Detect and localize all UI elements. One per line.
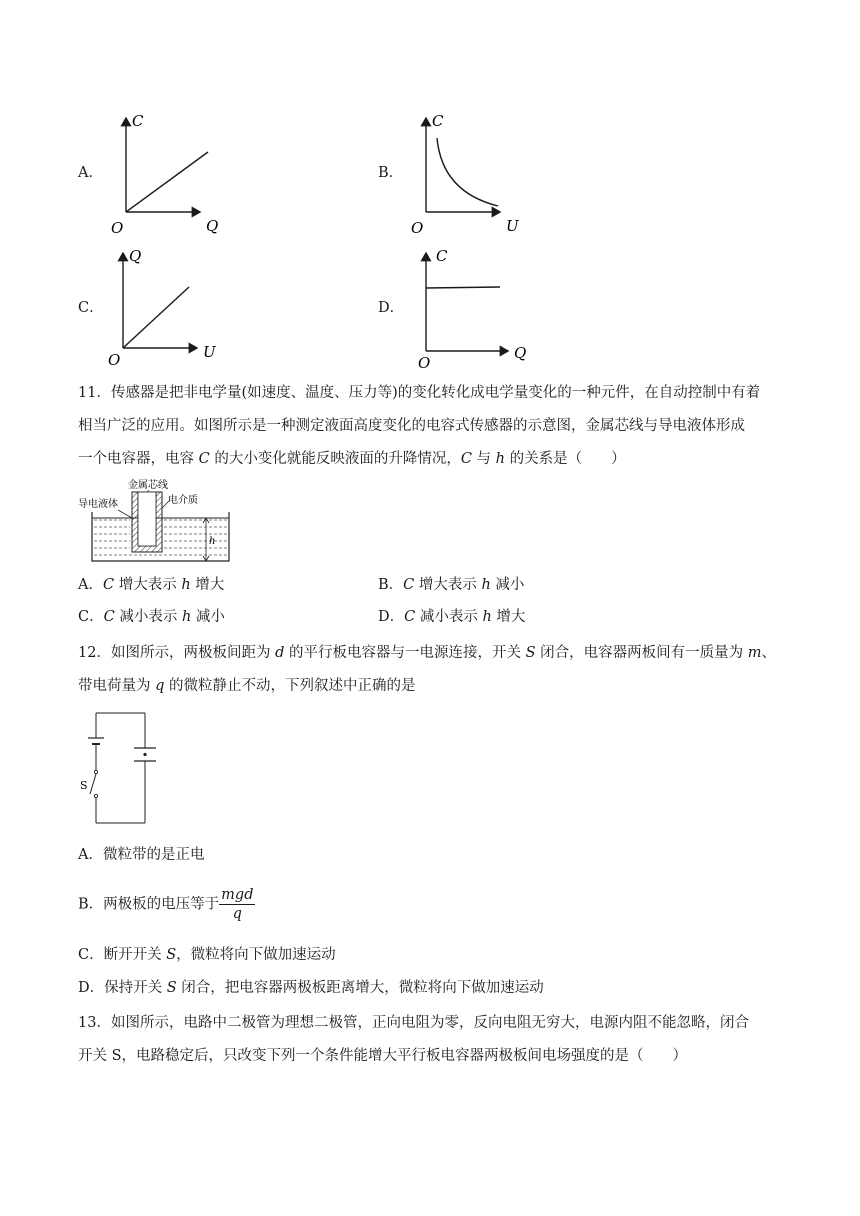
label-h: h <box>209 536 216 547</box>
q13-line-1: 13．如图所示，电路中二极管为理想二极管，正向电阻为零，反向电阻无穷大，电源内阻不能忽略，闭合 <box>78 1015 749 1031</box>
q11-option-d: D．C 减小表示 h 增大 <box>378 609 526 625</box>
graph-c-x-label: U <box>203 343 216 361</box>
q12-option-a: A．微粒带的是正电 <box>78 847 205 863</box>
q12-option-c: C．断开开关 S，微粒将向下做加速运动 <box>78 947 336 963</box>
particle-dot <box>143 753 146 756</box>
q12-line-1: 12．如图所示，两极板间距为 d 的平行板电容器与一电源连接，开关 S 闭合，电容器两板间有一质量为 m、 <box>78 645 776 661</box>
question-13-stem <box>78 1007 784 1073</box>
q11-line-1: 11．传感器是把非电学量(如速度、温度、压力等)的变化转化成电学量变化的一种元件，在自动控制中有着 <box>78 385 761 401</box>
graph-d <box>408 245 538 370</box>
graph-a <box>108 110 228 235</box>
q12-option-d: D．保持开关 S 闭合，把电容器两极板距离增大，微粒将向下做加速运动 <box>78 980 544 996</box>
graph-c <box>105 245 225 370</box>
q12-line-2: 带电荷量为 q 的微粒静止不动，下列叙述中正确的是 <box>78 678 416 694</box>
question-12-stem <box>78 637 784 703</box>
graph-b-origin: O <box>411 219 424 235</box>
label-metal-core: 金属芯线 <box>128 480 168 491</box>
option-d-label: D． <box>378 300 405 316</box>
graph-c-y-label: Q <box>129 247 142 265</box>
q11-option-b: B．C 增大表示 h 减小 <box>378 577 525 593</box>
option-b-label: B． <box>378 165 404 181</box>
fraction-mgd-over-q: $\frac{\text{mgd}}{q}$ <box>221 887 254 922</box>
graph-b-x-label: U <box>506 217 519 235</box>
q11-line-3: 一个电容器，电容 C 的大小变化就能反映液面的升降情况，C 与 h 的关系是（ ） <box>78 451 626 467</box>
graph-a-origin: O <box>111 219 124 235</box>
switch-label: S <box>80 779 88 792</box>
label-conductive-liquid: 导电液体 <box>78 499 118 510</box>
capacitive-sensor-figure <box>78 478 238 568</box>
graph-d-origin: O <box>418 354 431 370</box>
graph-d-x-label: Q <box>514 344 527 362</box>
q11-line-2: 相当广泛的应用。如图所示是一种测定液面高度变化的电容式传感器的示意图，金属芯线与导电液体形成 <box>78 418 745 434</box>
q11-option-c: C．C 减小表示 h 减小 <box>78 609 225 625</box>
option-a-label: A． <box>78 165 103 181</box>
graph-a-y-label: C <box>132 112 144 130</box>
graph-b <box>408 110 528 235</box>
graph-b-y-label: C <box>432 112 444 130</box>
q13-line-2: 开关 S，电路稳定后，只改变下列一个条件能增大平行板电容器两极板间电场强度的是（ ） <box>78 1048 688 1064</box>
circuit-figure <box>78 708 168 828</box>
label-dielectric: 电介质 <box>168 495 198 506</box>
graph-d-y-label: C <box>436 247 448 265</box>
option-c-label: C． <box>78 300 104 316</box>
q11-option-a: A．C 增大表示 h 增大 <box>78 577 225 593</box>
graph-c-origin: O <box>108 351 121 369</box>
graph-b-curve <box>437 138 498 206</box>
q12-option-b: B．两极板的电压等于 $\frac{\text{mgd}}{q}$ <box>78 887 254 922</box>
question-11-stem <box>78 377 784 476</box>
graph-a-x-label: Q <box>206 217 219 235</box>
